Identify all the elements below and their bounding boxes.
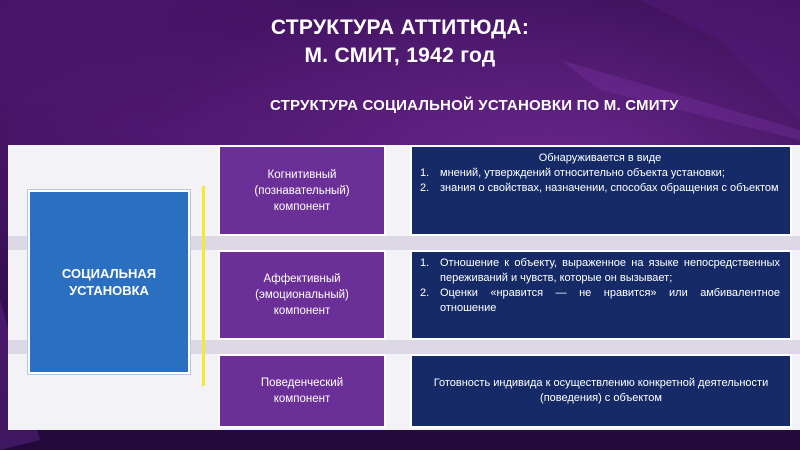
affective-description-box bbox=[410, 250, 792, 340]
title-line-2: М. СМИТ, 1942 год bbox=[304, 44, 496, 67]
list-item-number: 1. bbox=[420, 167, 430, 179]
description-list bbox=[420, 256, 780, 316]
description-heading: Обнаруживается в виде bbox=[538, 152, 662, 164]
component-label-line: Поведенческий bbox=[260, 377, 344, 389]
description-text: Готовность индивида к осуществлению конкретной деятельности (поведения) с объектом bbox=[433, 377, 769, 404]
connector-line bbox=[202, 186, 205, 386]
root-label-line-1: СОЦИАЛЬНАЯ bbox=[61, 266, 157, 281]
cognitive-description-box bbox=[410, 145, 792, 236]
list-item-number: 2. bbox=[420, 287, 430, 299]
affective-component-box bbox=[218, 250, 386, 340]
list-item-text: Оценки «нравится — не нравится» или амбивалентное отношение bbox=[440, 287, 780, 314]
component-label-line: компонент bbox=[273, 305, 331, 317]
title-line-1: СТРУКТУРА АТТИТЮДА: bbox=[270, 16, 530, 39]
list-item bbox=[420, 256, 780, 286]
list-item-number: 1. bbox=[420, 257, 430, 269]
diagram-subtitle: СТРУКТУРА СОЦИАЛЬНОЙ УСТАНОВКИ ПО М. СМИТУ bbox=[270, 97, 679, 114]
list-item bbox=[420, 181, 780, 196]
component-label-line: (познавательный) bbox=[254, 184, 350, 197]
description-list bbox=[420, 166, 780, 196]
component-label-line: компонент bbox=[273, 200, 331, 213]
list-item bbox=[420, 166, 780, 181]
component-label-line: Аффективный bbox=[263, 273, 341, 285]
list-item-text: знания о свойствах, назначении, способах обращения с объектом bbox=[440, 182, 779, 194]
behavioral-description-box bbox=[410, 354, 792, 428]
list-item-number: 2. bbox=[420, 182, 430, 194]
list-item-text: Отношение к объекту, выраженное на языке непосредственных переживаний и чувств, которые он вызывает; bbox=[440, 257, 780, 284]
component-label-line: компонент bbox=[273, 393, 331, 405]
page-title bbox=[0, 14, 800, 70]
component-label-line: (эмоциональный) bbox=[255, 289, 349, 301]
list-item bbox=[420, 286, 780, 316]
behavioral-component-box bbox=[218, 354, 386, 428]
component-label-line: Когнитивный bbox=[267, 168, 337, 181]
root-label-line-2: УСТАНОВКА bbox=[69, 283, 149, 298]
cognitive-component-box bbox=[218, 145, 386, 236]
list-item-text: мнений, утверждений относительно объекта установки; bbox=[440, 167, 725, 179]
social-attitude-box bbox=[28, 190, 190, 374]
